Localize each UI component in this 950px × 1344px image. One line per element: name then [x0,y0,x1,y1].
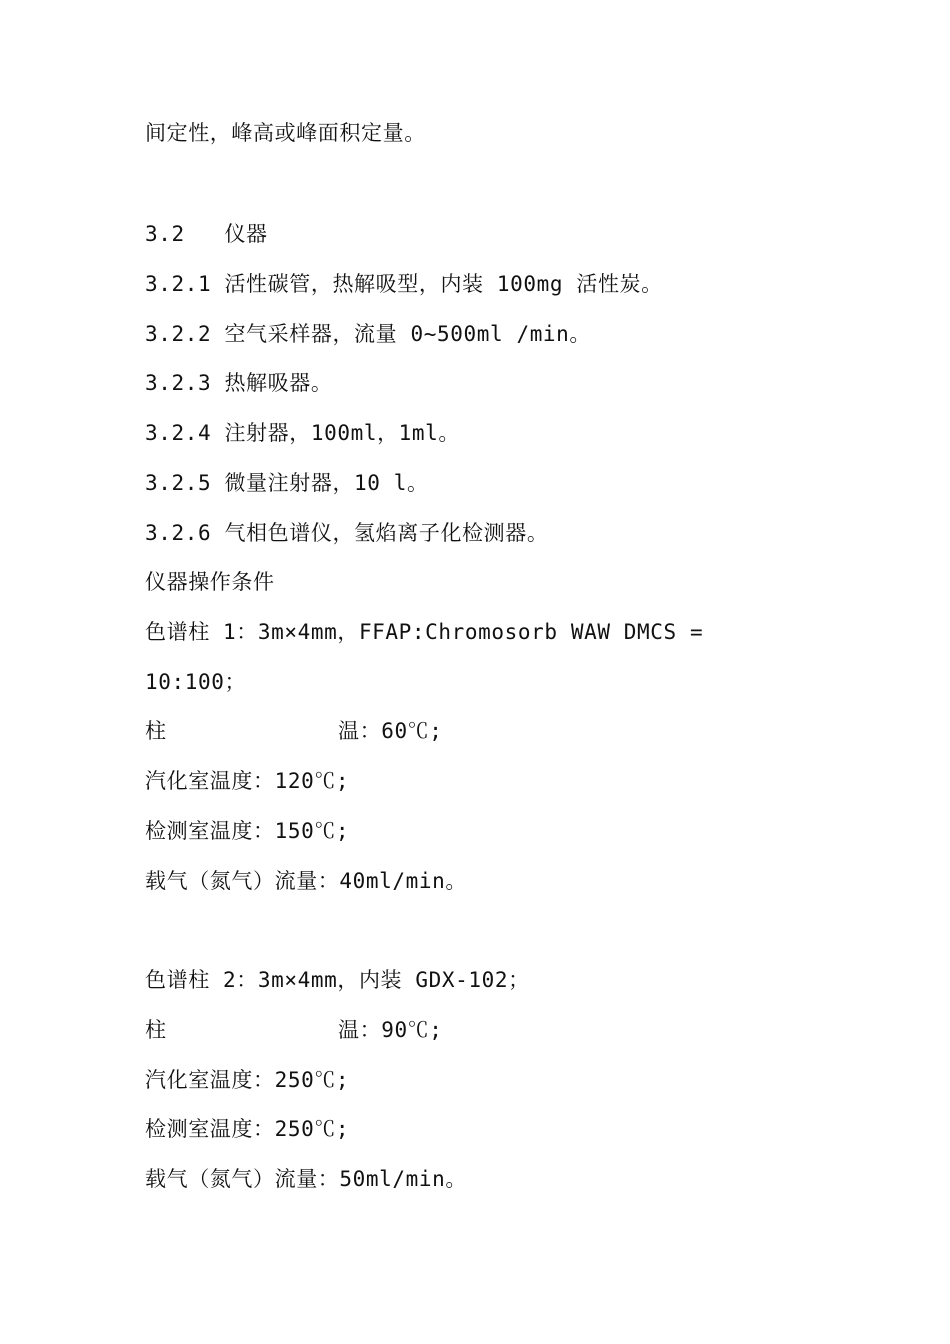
list-item-3-2-4: 3.2.4 注射器，100ml，1ml。 [145,421,461,445]
column-1-temperature [145,713,450,749]
column-1-detector-temp: 检测室温度：150℃; [145,819,350,843]
subheading-operating-conditions: 仪器操作条件 [145,570,275,594]
column-1-vaporizer-temp: 汽化室温度：120℃; [145,769,350,793]
list-item-3-2-2: 3.2.2 空气采样器，流量 0~500ml /min。 [145,322,592,346]
list-item-3-2-1: 3.2.1 活性碳管，热解吸型，内装 100mg 活性炭。 [145,272,663,296]
column-temp-value: 温：60℃; [338,719,443,743]
column-temp-value: 温：90℃; [338,1018,443,1042]
column-2-carrier-gas-flow: 载气（氮气）流量：50ml/min。 [145,1167,467,1191]
column-1-spec: 色谱柱 1：3m×4mm，FFAP:Chromosorb WAW DMCS = [145,620,704,644]
list-item-3-2-6: 3.2.6 气相色谱仪，氢焰离子化检测器。 [145,521,549,545]
column-2-spec: 色谱柱 2：3m×4mm，内装 GDX-102； [145,968,530,992]
column-2-vaporizer-temp: 汽化室温度：250℃; [145,1068,350,1092]
section-heading-instruments: 3.2 仪器 [145,222,268,246]
column-2-temperature [145,1012,450,1048]
list-item-3-2-3: 3.2.3 热解吸器。 [145,371,333,395]
text-line-intro: 间定性，峰高或峰面积定量。 [145,121,426,145]
column-1-carrier-gas-flow: 载气（氮气）流量：40ml/min。 [145,869,467,893]
column-temp-label: 柱 [145,1018,167,1042]
column-2-detector-temp: 检测室温度：250℃; [145,1117,350,1141]
column-temp-label: 柱 [145,719,167,743]
column-1-spec-continued: 10:100； [145,670,247,694]
list-item-3-2-5: 3.2.5 微量注射器，10 l。 [145,471,429,495]
